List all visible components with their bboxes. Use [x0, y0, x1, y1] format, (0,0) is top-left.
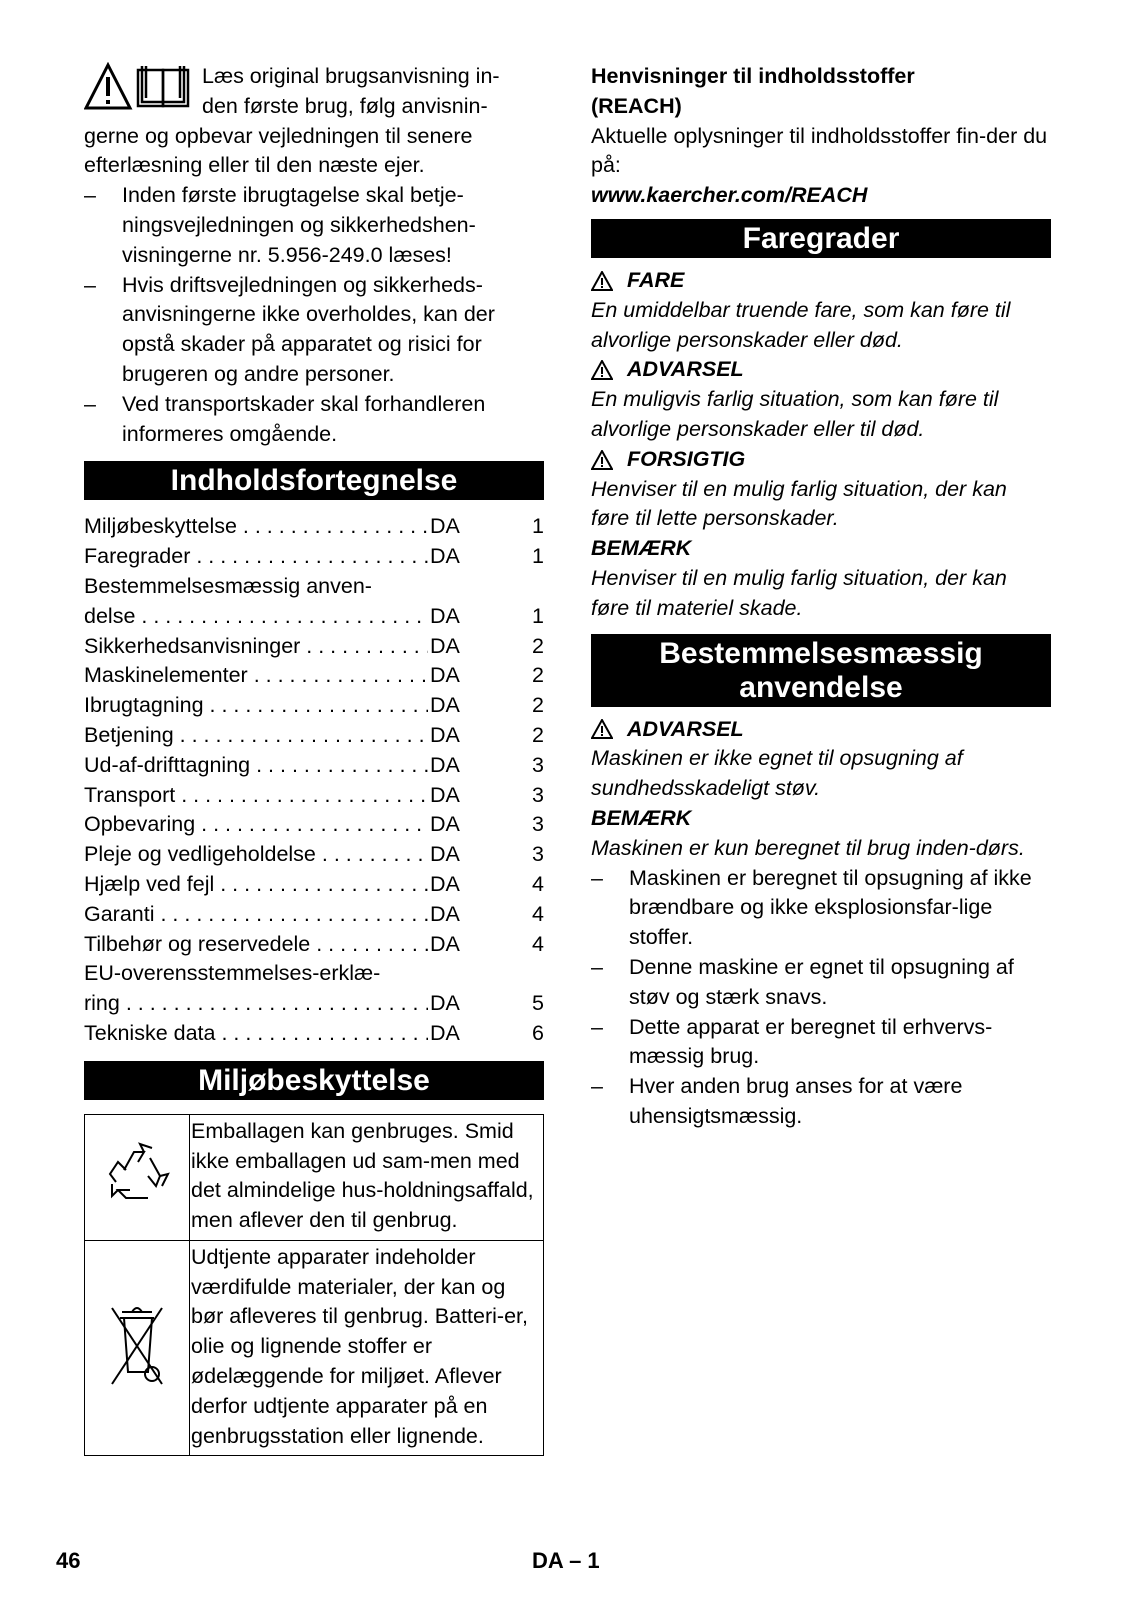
toc-page: 4	[532, 871, 544, 896]
env-text: Emballagen kan genbruges. Smid ikke emballagen ud sam-men med det almindelige hus-holdningsaffald, men aflever den til genbrug.	[190, 1114, 544, 1240]
hazard-text: Henviser til en mulig farlig situation, der kan føre til lette personskader.	[591, 476, 1007, 531]
toc-label: Betjening . . .	[84, 721, 428, 751]
hazard-text: Henviser til en mulig farlig situation, der kan føre til materiel skade.	[591, 565, 1007, 620]
bullet-text: Inden første ibrugtagelse skal betje-ningsvejledningen og sikkerhedshen-visningerne nr. 5.956-249.0 læses!	[122, 183, 476, 267]
manual-warning-icons	[84, 62, 196, 112]
use-warning-label-text: ADVARSEL	[627, 716, 744, 741]
hazard-level-forsigtig	[591, 445, 1051, 534]
toc-label-continued: EU-overensstemmelses-erklæ-	[84, 961, 381, 986]
toc-lang: DA	[430, 722, 460, 747]
toc-lang: DA	[430, 603, 460, 628]
toc-entry[interactable]	[84, 930, 544, 960]
toc-page: 3	[532, 842, 544, 867]
use-warning-label	[591, 715, 1051, 745]
toc-page: 2	[532, 693, 544, 718]
reach-title: Henvisninger til indholdsstoffer	[591, 64, 915, 88]
toc-label: Opbevaring . . .	[84, 810, 428, 840]
bullet-item: – Inden første ibrugtagelse skal betje-ningsvejledningen og sikkerhedshen-visningerne nr. 5.956-249.0 læses!	[84, 181, 544, 270]
use-warning-text: Maskinen er ikke egnet til opsugning af sundhedsskadeligt støv.	[591, 746, 963, 801]
right-column	[591, 62, 1051, 1132]
toc-entry[interactable]	[84, 542, 544, 572]
toc-page: 4	[532, 931, 544, 956]
toc-label: Faregrader . . .	[84, 542, 428, 572]
toc-lang: DA	[430, 842, 460, 867]
reach-link[interactable]: www.kaercher.com/REACH	[591, 183, 868, 208]
toc-lang: DA	[430, 931, 460, 956]
hazard-label	[591, 534, 1051, 564]
intro-line-1: Læs original brugsanvisning in-	[202, 64, 500, 88]
toc-label: Maskinelementer . . .	[84, 661, 428, 691]
toc-entry[interactable]	[84, 840, 544, 870]
hazard-text: En umiddelbar truende fare, som kan føre til alvorlige personskader eller død.	[591, 297, 1011, 352]
toc-label: Ibrugtagning . . .	[84, 691, 428, 721]
bullet-item: – Hver anden brug anses for at være uhensigtsmæssig.	[591, 1072, 1051, 1132]
toc-lang: DA	[430, 693, 460, 718]
hazard-label-text: FARE	[627, 267, 685, 292]
bullet-item: – Dette apparat er beregnet til erhvervs-mæssig brug.	[591, 1013, 1051, 1073]
book-icon	[138, 66, 188, 106]
toc-entry[interactable]	[84, 1019, 544, 1049]
env-heading: Miljøbeskyttelse	[84, 1061, 544, 1100]
hazard-text: En muligvis farlig situation, som kan føre til alvorlige personskader eller til død.	[591, 387, 999, 441]
toc-entry[interactable]	[84, 691, 544, 721]
toc-entry[interactable]	[84, 781, 544, 811]
page-number: 46	[56, 1548, 81, 1573]
bullet-item: – Ved transportskader skal forhandleren informeres omgående.	[84, 390, 544, 450]
hazard-label	[591, 355, 1051, 385]
warning-triangle-icon	[591, 360, 613, 380]
section-page-number: DA – 1	[532, 1548, 600, 1573]
table-row	[85, 1114, 544, 1240]
toc-lang: DA	[430, 544, 460, 569]
bullet-item: – Maskinen er beregnet til opsugning af ikke brændbare og ikke eksplosionsfar-lige stoffer.	[591, 864, 1051, 953]
toc-heading: Indholdsfortegnelse	[84, 461, 544, 500]
toc-label: ring . . .	[84, 989, 428, 1019]
bullet-text: Maskinen er beregnet til opsugning af ikke brændbare og ikke eksplosionsfar-lige stoffer.	[629, 865, 1032, 950]
bullet-text: Dette apparat er beregnet til erhvervs-mæssig brug.	[629, 1014, 993, 1069]
hazard-level-bemaerk	[591, 534, 1051, 623]
hazard-level-fare	[591, 266, 1051, 355]
hazard-label	[591, 445, 1051, 475]
left-column	[84, 62, 544, 1456]
toc-label: Transport . . .	[84, 781, 428, 811]
toc-lang: DA	[430, 871, 460, 896]
toc-lang: DA	[430, 752, 460, 777]
toc-lang: DA	[430, 1020, 460, 1045]
intro-line-2: den første brug, følg anvisnin-	[202, 93, 488, 118]
toc-label: Garanti . . .	[84, 900, 428, 930]
toc-lang: DA	[430, 514, 460, 539]
toc-page: 1	[532, 514, 544, 539]
toc-label: Sikkerhedsanvisninger . . .	[84, 632, 428, 662]
toc-page: 2	[532, 663, 544, 688]
bullet-item: – Denne maskine er egnet til opsugning af støv og stærk snavs.	[591, 953, 1051, 1013]
intended-use-heading-line-2: anvendelse	[739, 670, 903, 704]
toc-page: 2	[532, 722, 544, 747]
toc-entry[interactable]	[84, 632, 544, 662]
toc-lang: DA	[430, 812, 460, 837]
toc-label: Tilbehør og reservedele . . .	[84, 930, 428, 960]
toc-lang: DA	[430, 991, 460, 1016]
toc-entry[interactable]	[84, 721, 544, 751]
recycle-cell	[85, 1114, 190, 1240]
intro-rest: gerne og opbevar vejledningen til senere efterlæsning eller til den næste ejer.	[84, 123, 473, 178]
toc-label: Ud-af-drifttagning . . .	[84, 751, 428, 781]
environment-table	[84, 1114, 544, 1457]
toc-page: 1	[532, 603, 544, 628]
bullet-text: Ved transportskader skal forhandleren informeres omgående.	[122, 391, 486, 446]
table-row	[85, 1240, 544, 1456]
bullet-text: Hver anden brug anses for at være uhensigtsmæssig.	[629, 1074, 963, 1128]
hazard-heading: Faregrader	[591, 219, 1051, 258]
reach-title-2: (REACH)	[591, 93, 682, 118]
hazard-label-text: BEMÆRK	[591, 536, 692, 561]
toc-entry[interactable]	[84, 810, 544, 840]
toc-lang: DA	[430, 633, 460, 658]
toc-label: Miljøbeskyttelse . . .	[84, 512, 428, 542]
toc-page: 3	[532, 752, 544, 777]
toc-page: 6	[532, 1020, 544, 1045]
toc-page: 2	[532, 633, 544, 658]
toc-label: delse . . .	[84, 602, 428, 632]
toc-page: 1	[532, 544, 544, 569]
use-note-label-text: BEMÆRK	[591, 805, 692, 830]
hazard-label-text: ADVARSEL	[627, 357, 744, 382]
toc-lang: DA	[430, 663, 460, 688]
intro-bullets	[84, 181, 544, 449]
bullet-text: Denne maskine er egnet til opsugning af støv og stærk snavs.	[629, 954, 1014, 1009]
toc-label: Tekniske data . . .	[84, 1019, 428, 1049]
bullet-text: Hvis driftsvejledningen og sikkerheds-anvisningerne ikke overholdes, kan der opstå skader på apparatet og risici for brugeren og andre personer.	[122, 272, 495, 386]
crossed-bin-icon	[102, 1298, 172, 1394]
warning-triangle-icon	[86, 65, 130, 108]
hazard-level-advarsel	[591, 355, 1051, 444]
reach-text: Aktuelle oplysninger til indholdsstoffer fin-der du på:	[591, 123, 1048, 178]
toc-entry[interactable]	[84, 870, 544, 900]
warning-triangle-icon	[591, 271, 613, 291]
use-note-label	[591, 804, 1051, 834]
table-of-contents	[84, 512, 544, 1048]
toc-label: Hjælp ved fejl . . .	[84, 870, 428, 900]
toc-page: 3	[532, 812, 544, 837]
use-bullets	[591, 864, 1051, 1132]
toc-lang: DA	[430, 782, 460, 807]
intended-use-heading	[591, 634, 1051, 707]
hazard-label-text: FORSIGTIG	[627, 446, 746, 471]
warning-triangle-icon	[591, 450, 613, 470]
warning-triangle-icon	[591, 719, 613, 739]
toc-entry[interactable]	[84, 989, 544, 1019]
intro	[84, 62, 544, 181]
toc-entry[interactable]	[84, 900, 544, 930]
intended-use-heading-line-1: Bestemmelsesmæssig	[659, 636, 983, 670]
recycle-icon	[102, 1140, 172, 1210]
toc-page: 3	[532, 782, 544, 807]
toc-label-continued: Bestemmelsesmæssig anven-	[84, 573, 372, 598]
toc-page: 5	[532, 991, 544, 1016]
hazard-label	[591, 266, 1051, 296]
toc-entry[interactable]	[84, 751, 544, 781]
bullet-item: – Hvis driftsvejledningen og sikkerheds-anvisningerne ikke overholdes, kan der opstå skader på apparatet og risici for brugeren og andre personer.	[84, 271, 544, 390]
toc-entry[interactable]	[84, 602, 544, 632]
toc-entry[interactable]	[84, 661, 544, 691]
toc-label: Pleje og vedligeholdelse . . .	[84, 840, 428, 870]
toc-entry[interactable]	[84, 512, 544, 542]
toc-lang: DA	[430, 901, 460, 926]
bin-cell	[85, 1240, 190, 1456]
use-note-text: Maskinen er kun beregnet til brug inden-dørs.	[591, 835, 1025, 860]
env-text: Udtjente apparater indeholder værdifulde materialer, der kan og bør afleveres til genbrug. Batteri-er, olie og lignende stoffer er ødelæggende for miljøet. Aflever derfor udtjente apparater på en genbrugsstation eller lignende.	[190, 1240, 544, 1456]
toc-page: 4	[532, 901, 544, 926]
